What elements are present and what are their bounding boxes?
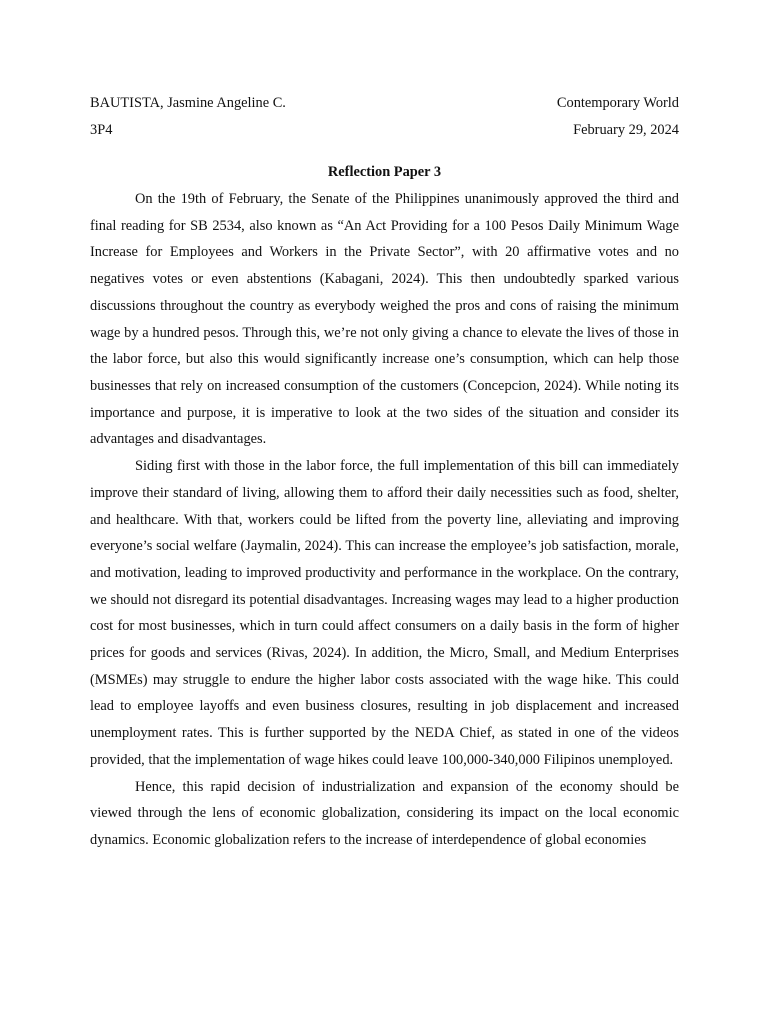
author-name: BAUTISTA, Jasmine Angeline C. <box>90 95 286 111</box>
body-paragraph-1: On the 19th of February, the Senate of the Philippines unanimously approved the third and final reading for SB 2534, also known as “An Act Providing for a 100 Pesos Daily Minimum Wage Increase for Employees and Workers in the Private Sector”, with 20 affirmative votes and no negatives votes or even abstentions (Kabagani, 2024). This then undoubtedly sparked various discussions throughout the country as everybody weighed the pros and cons of raising the minimum wage by a hundred pesos. Through this, we’re not only giving a chance to elevate the lives of those in the labor force, but also this would significantly increase one’s consumption, which can help those businesses that rely on increased consumption of the customers (Concepcion, 2024). While noting its importance and purpose, it is imperative to look at the two sides of the situation and consider its advantages and disadvantages. <box>90 191 679 448</box>
header-row-2 <box>90 117 679 144</box>
header-row-1 <box>90 90 679 117</box>
paper-title: Reflection Paper 3 <box>327 164 442 181</box>
paper-date: February 29, 2024 <box>573 121 679 138</box>
section-code: 3P4 <box>90 121 113 138</box>
course-name: Contemporary World <box>556 95 679 111</box>
body-paragraph-2: Siding first with those in the labor force, the full implementation of this bill can immediately improve their standard of living, allowing them to afford their daily necessities such as food, shelter, and healthcare. With that, workers could be lifted from the poverty line, alleviating and improving everyone’s social welfare (Jaymalin, 2024). This can increase the employee’s job satisfaction, morale, and motivation, leading to improved productivity and performance in the workplace. On the contrary, we should not disregard its potential disadvantages. Increasing wages may lead to a higher production cost for most businesses, which in turn could affect consumers on a daily basis in the form of higher prices for goods and services (Rivas, 2024). In addition, the Micro, Small, and Medium Enterprises (MSMEs) may struggle to endure the higher labor costs associated with the wage hike. This could lead to employee layoffs and even business closures, resulting in job displacement and increased unemployment rates. This is further supported by the NEDA Chief, as stated in one of the videos provided, that the implementation of wage hikes could leave 100,000-340,000 Filipinos unemployed. <box>90 458 679 768</box>
body-paragraph-3: Hence, this rapid decision of industrialization and expansion of the economy should be viewed through the lens of economic globalization, considering its impact on the local economic dynamics. Economic globalization refers to the increase of interdependence of global economies <box>90 778 679 848</box>
